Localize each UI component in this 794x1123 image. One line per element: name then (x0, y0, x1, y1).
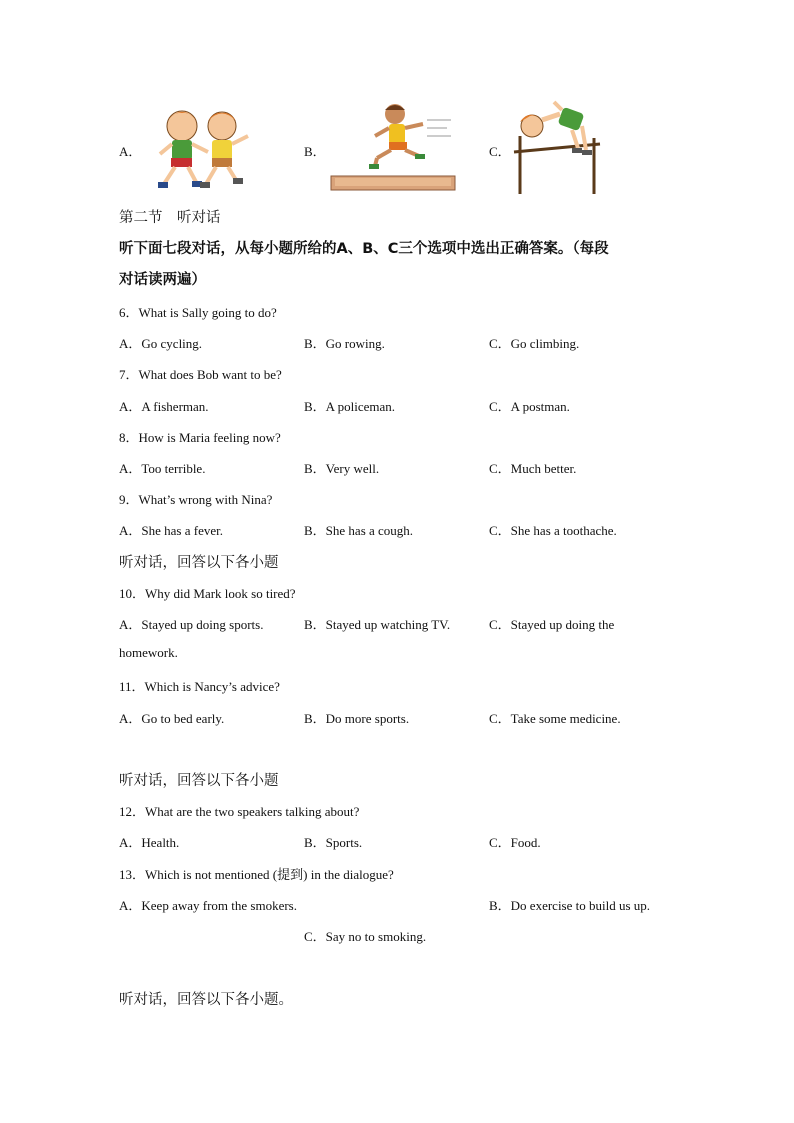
question-13-option-b: B．Do exercise to build us up. (489, 898, 651, 913)
question-11-option-a: A．Go to bed early. (119, 711, 225, 726)
question-9-option-c: C．She has a toothache. (489, 523, 617, 538)
question-8-option-c: C．Much better. (489, 461, 577, 476)
question-9: 9．What’s wrong with Nina? (119, 492, 273, 507)
question-7: 7．What does Bob want to be? (119, 367, 282, 382)
question-8-option-a: A．Too terrible. (119, 461, 206, 476)
section-instruction-line1: 听下面七段对话，从每小题所给的A、B、C三个选项中选出正确答案。（每段 (119, 241, 609, 257)
question-9-option-b: B．She has a cough. (304, 523, 414, 538)
section-heading: 第二节 听对话 (119, 210, 221, 226)
long-jump-illustration (327, 100, 459, 194)
question-9-option-a: A．She has a fever. (119, 523, 223, 538)
question-7-option-c: C．A postman. (489, 399, 570, 414)
question-6-option-b: B．Go rowing. (304, 336, 385, 351)
question-13: 13．Which is not mentioned (提到) in the dialogue? (119, 867, 394, 882)
question-12: 12．What are the two speakers talking about? (119, 804, 360, 819)
question-10-option-a: A．Stayed up doing sports. (119, 617, 264, 632)
picture-option-b-label: B． (304, 144, 326, 159)
group1-header: 听对话，回答以下各小题 (119, 555, 279, 571)
question-6-option-c: C．Go climbing. (489, 336, 580, 351)
section-instruction-line2: 对话读两遍） (119, 272, 206, 288)
group3-header: 听对话，回答以下各小题。 (119, 992, 293, 1008)
two-kids-running-illustration (146, 100, 256, 192)
question-12-option-a: A．Health. (119, 835, 180, 850)
question-13-option-c: C．Say no to smoking. (304, 929, 427, 944)
question-8: 8．How is Maria feeling now? (119, 430, 281, 445)
question-10-option-b: B．Stayed up watching TV. (304, 617, 451, 632)
question-11-option-c: C．Take some medicine. (489, 711, 621, 726)
picture-option-c-label: C． (489, 144, 511, 159)
picture-option-a-label: A． (119, 144, 142, 159)
group2-header: 听对话，回答以下各小题 (119, 773, 279, 789)
question-7-option-a: A．A fisherman. (119, 399, 209, 414)
question-11-option-b: B．Do more sports. (304, 711, 410, 726)
question-7-option-b: B．A policeman. (304, 399, 395, 414)
question-11: 11．Which is Nancy’s advice? (119, 679, 280, 694)
high-jump-illustration (510, 96, 602, 196)
question-13-option-a: A．Keep away from the smokers. (119, 898, 297, 913)
question-10: 10．Why did Mark look so tired? (119, 586, 296, 601)
question-6: 6．What is Sally going to do? (119, 305, 277, 320)
question-6-option-a: A．Go cycling. (119, 336, 203, 351)
question-8-option-b: B．Very well. (304, 461, 380, 476)
question-12-option-c: C．Food. (489, 835, 541, 850)
question-10-option-c-continued: homework. (119, 645, 178, 660)
question-12-option-b: B．Sports. (304, 835, 363, 850)
question-10-option-c: C．Stayed up doing the (489, 617, 615, 632)
